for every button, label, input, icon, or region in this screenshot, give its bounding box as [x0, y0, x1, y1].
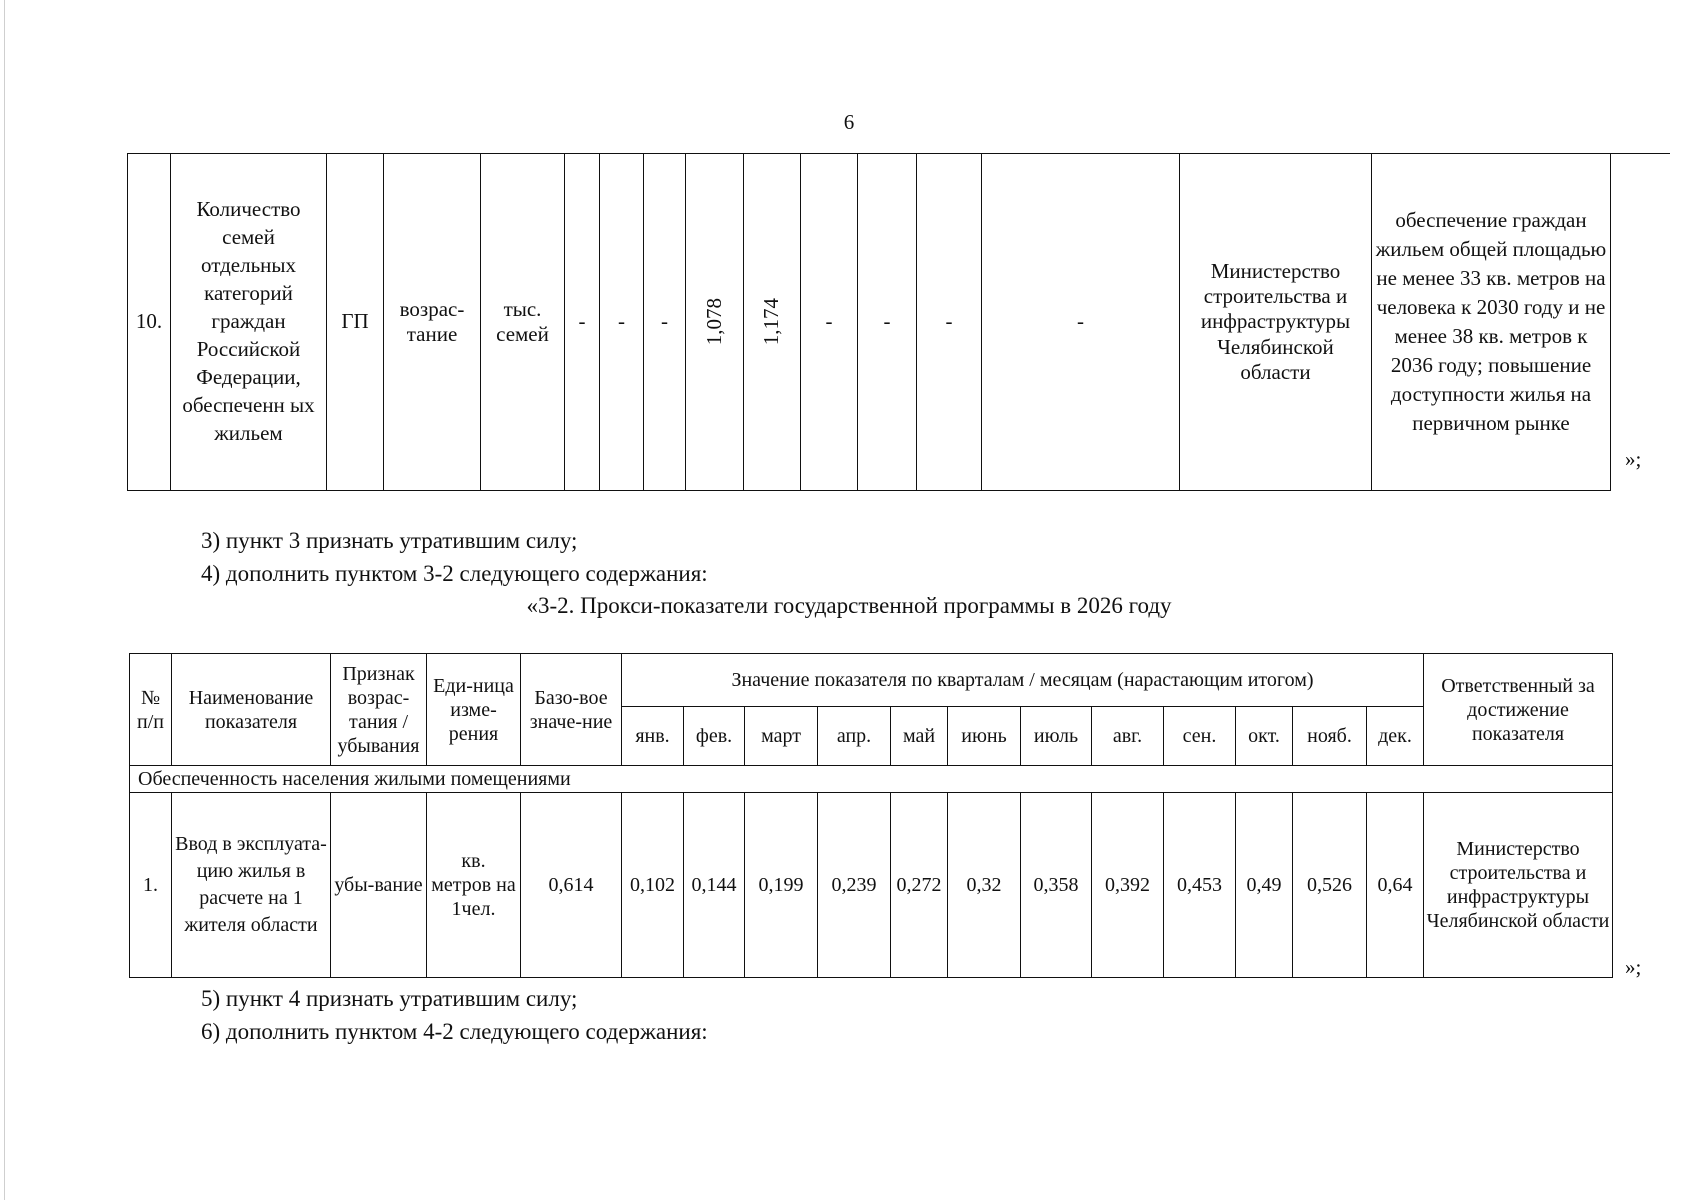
goal-description: обеспечение граждан жильем общей площадью не менее 33 кв. метров на человека к 2030 году и не менее 38 кв. метров к 2036 году; повышение доступности жилья на первичном рынке — [1372, 154, 1611, 491]
col-header-responsible: Ответственный за достижение показателя — [1424, 654, 1613, 766]
unit: кв. метров на 1чел. — [427, 793, 521, 978]
month-header: март — [745, 707, 818, 766]
col-header-name: Наименование показателя — [172, 654, 331, 766]
month-value: 0,199 — [745, 793, 818, 978]
row-number: 1. — [130, 793, 172, 978]
table-row — [128, 154, 1611, 491]
month-header: авг. — [1092, 707, 1164, 766]
value-cell: - — [801, 154, 858, 491]
row-number: 10. — [128, 154, 171, 491]
value-cell: - — [982, 154, 1180, 491]
month-value: 0,239 — [818, 793, 891, 978]
value-text: 1,078 — [701, 298, 726, 346]
month-value: 0,526 — [1293, 793, 1367, 978]
value-cell: - — [600, 154, 644, 491]
page-number: 6 — [843, 110, 855, 134]
month-header: янв. — [622, 707, 684, 766]
indicator-name: Ввод в эксплуата-цию жилья в расчете на 1 жителя области — [172, 793, 331, 978]
indicator-level: ГП — [327, 154, 384, 491]
month-header: май — [891, 707, 948, 766]
paragraph-item-5: 5) пункт 4 признать утратившим силу; — [201, 986, 578, 1011]
trend-sign: возрас-тание — [384, 154, 481, 491]
month-value: 0,32 — [948, 793, 1021, 978]
col-header-base: Базо-вое значе-ние — [521, 654, 622, 766]
month-header: сен. — [1164, 707, 1236, 766]
trend-sign: убы-вание — [331, 793, 427, 978]
section-heading: «3-2. Прокси-показатели государственной программы в 2026 году — [526, 593, 1172, 618]
paragraph-item-3: 3) пункт 3 признать утратившим силу; — [201, 528, 578, 553]
closing-quote-mark: »; — [1625, 447, 1642, 471]
month-value: 0,49 — [1236, 793, 1293, 978]
month-value: 0,272 — [891, 793, 948, 978]
value-cell: - — [644, 154, 686, 491]
month-header: фев. — [684, 707, 745, 766]
month-value: 0,144 — [684, 793, 745, 978]
paragraph-item-6: 6) дополнить пунктом 4-2 следующего содержания: — [201, 1019, 708, 1044]
month-header: дек. — [1367, 707, 1424, 766]
month-value: 0,102 — [622, 793, 684, 978]
indicator-name: Количество семей отдельных категорий граждан Российской Федерации, обеспеченн ых жильем — [171, 154, 327, 491]
section-title: Обеспеченность населения жилыми помещениями — [130, 766, 1613, 793]
month-value: 0,64 — [1367, 793, 1424, 978]
section-row — [130, 766, 1613, 793]
value-cell: - — [858, 154, 917, 491]
indicators-table-continuation — [127, 153, 1611, 491]
unit: тыс. семей — [481, 154, 565, 491]
col-header-values-group: Значение показателя по кварталам / месяцам (нарастающим итогом) — [622, 654, 1424, 707]
value-cell: - — [565, 154, 600, 491]
proxy-indicators-table — [129, 653, 1613, 978]
value-cell: - — [917, 154, 982, 491]
month-value: 0,358 — [1021, 793, 1092, 978]
closing-quote-mark: »; — [1625, 955, 1642, 979]
month-header: июнь — [948, 707, 1021, 766]
col-header-unit: Еди-ница изме-рения — [427, 654, 521, 766]
responsible-body: Министерство строительства и инфраструктуры Челябинской области — [1180, 154, 1372, 491]
month-header: апр. — [818, 707, 891, 766]
month-header: окт. — [1236, 707, 1293, 766]
month-header: нояб. — [1293, 707, 1367, 766]
value-cell-rotated — [744, 154, 801, 491]
month-value: 0,392 — [1092, 793, 1164, 978]
value-cell-rotated — [686, 154, 744, 491]
base-value: 0,614 — [521, 793, 622, 978]
col-header-number: № п/п — [130, 654, 172, 766]
table-row — [130, 793, 1613, 978]
responsible-body: Министерство строительства и инфраструктуры Челябинской области — [1424, 793, 1613, 978]
header-row — [130, 654, 1613, 707]
value-text: 1,174 — [759, 298, 784, 346]
month-header: июль — [1021, 707, 1092, 766]
paragraph-item-4: 4) дополнить пунктом 3-2 следующего содержания: — [201, 561, 708, 586]
month-value: 0,453 — [1164, 793, 1236, 978]
col-header-trend: Признак возрас-тания / убывания — [331, 654, 427, 766]
